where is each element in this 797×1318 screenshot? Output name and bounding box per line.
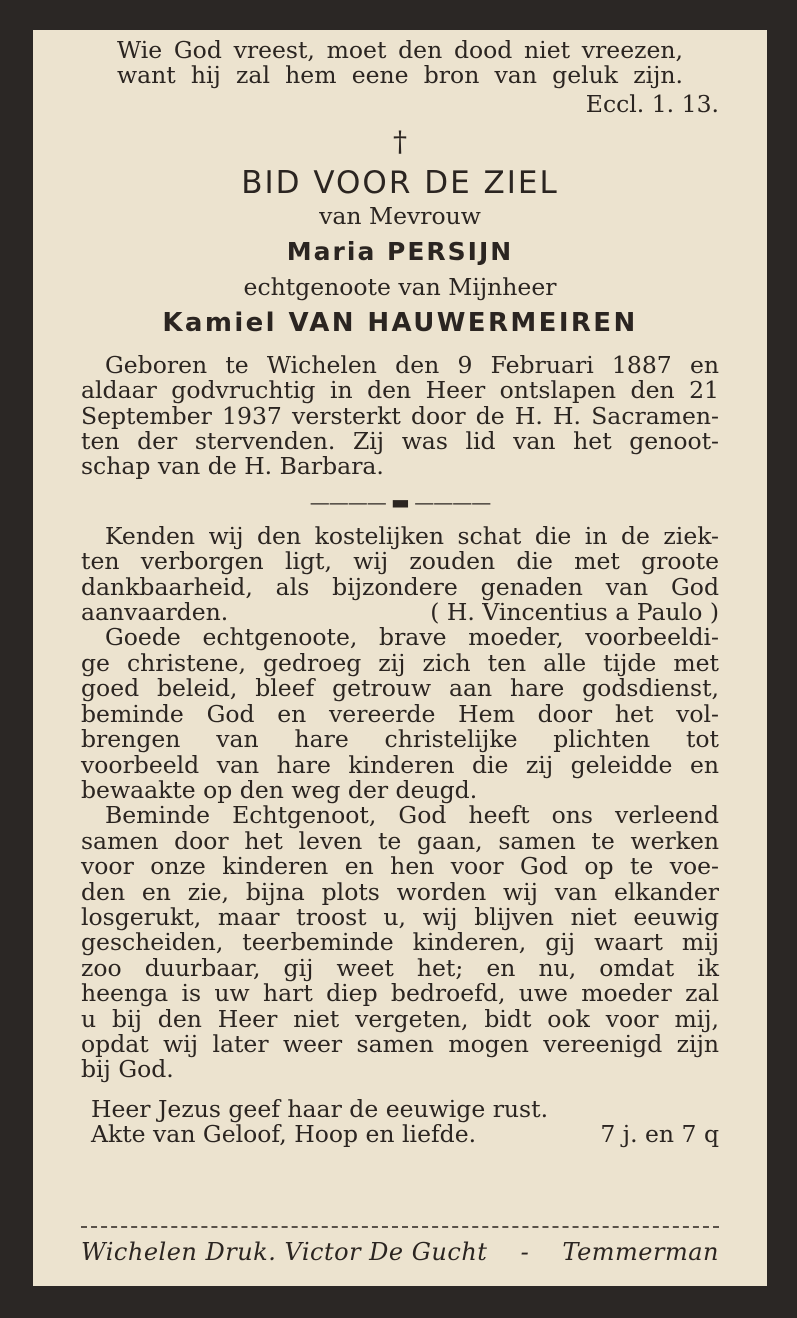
deceased-name: Maria PERSIJN	[286, 236, 514, 266]
motto-line: want hij zal hem eene bron van geluk zijn.	[117, 61, 683, 90]
farewell-line: Beminde Echtgenoot, God heeft ons verleend	[105, 801, 719, 830]
quote-line: Kenden wij den kostelijken schat die in de ziek-	[105, 521, 719, 550]
van-mevrouw: van Mevrouw	[319, 201, 481, 230]
farewell-line: samen door het leven te gaan, samen te werken	[81, 826, 719, 855]
farewell-line: voor onze kinderen en hen voor God op te voe-	[81, 852, 719, 881]
quote-line: ten verborgen ligt, wij zouden die met groote	[81, 547, 719, 576]
ornamental-divider: ———— ▬ ————	[309, 489, 491, 514]
farewell-line: zoo duurbaar, gij weet het; en nu, omdat ik	[81, 953, 719, 982]
acts-row	[81, 1122, 719, 1147]
printer-left: Wichelen Druk. Victor De Gucht	[81, 1238, 488, 1266]
farewell-line: opdat wij later weer samen mogen vereenigd zijn	[81, 1029, 719, 1058]
farewell-line: heenga is uw hart diep bedroefd, uwe moeder zal	[81, 979, 719, 1008]
tribute-line: brengen van hare christelijke plichten tot	[81, 725, 719, 754]
quote-last-line	[81, 600, 719, 625]
scripture-reference: Eccl. 1. 13.	[585, 89, 719, 118]
card-heading: BID VOOR DE ZIEL	[241, 164, 559, 201]
card-paper	[33, 30, 767, 1286]
biography	[81, 350, 719, 481]
farewell-line: den en zie, bijna plots worden wij van elkander	[81, 877, 719, 906]
bio-line: Geboren te Wichelen den 9 Februari 1887 en	[105, 350, 719, 379]
farewell-line: u bij den Heer niet vergeten, bidt ook voor mij,	[81, 1004, 719, 1033]
tribute	[81, 625, 719, 803]
printer-separator: -	[520, 1238, 530, 1266]
closing-prayer	[81, 1094, 719, 1149]
bio-line: aldaar godvruchtig in den Heer ontslapen den 21	[81, 376, 719, 405]
prayer-line: Heer Jezus geef haar de eeuwige rust.	[91, 1094, 549, 1123]
tribute-line: Goede echtgenoote, brave moeder, voorbeeldi-	[105, 623, 719, 652]
tribute-line: goed beleid, bleef getrouw aan hare godsdienst,	[81, 674, 719, 703]
farewell-line: gescheiden, teerbeminde kinderen, gij waart mij	[81, 928, 719, 957]
acts-line: Akte van Geloof, Hoop en liefde.	[91, 1120, 477, 1149]
cross-icon: †	[393, 124, 407, 158]
printer-imprint	[81, 1226, 719, 1266]
bio-line: September 1937 versterkt door de H. H. Sacramen-	[81, 401, 719, 430]
tribute-line: bewaakte op den weg der deugd.	[81, 775, 478, 804]
bio-line: schap van de H. Barbara.	[81, 452, 384, 481]
tribute-line: ge christene, gedroeg zij zich ten alle tijde met	[81, 648, 719, 677]
tribute-line: voorbeeld van hare kinderen die zij geleidde en	[81, 750, 719, 779]
spouse-name: Kamiel VAN HAUWERMEIREN	[162, 307, 638, 338]
farewell	[81, 803, 719, 1082]
bio-line: ten der stervenden. Zij was lid van het genoot-	[81, 427, 719, 456]
motto-line: Wie God vreest, moet den dood niet vreezen,	[117, 36, 683, 64]
farewell-line: bij God.	[81, 1055, 174, 1084]
farewell-line: losgerukt, maar troost u, wij blijven niet eeuwig	[81, 902, 719, 931]
quote-line: dankbaarheid, als bijzondere genaden van God	[81, 572, 719, 601]
spouse-intro: echtgenoote van Mijnheer	[243, 272, 557, 301]
quote-source: ( H. Vincentius a Paulo )	[430, 598, 719, 627]
quote	[81, 521, 719, 627]
indulgence: 7 j. en 7 q	[600, 1120, 719, 1149]
printer-right: Temmerman	[562, 1238, 719, 1266]
motto	[81, 38, 719, 89]
tribute-line: beminde God en vereerde Hem door het vol-	[81, 699, 719, 728]
quote-line: aanvaarden.	[81, 598, 229, 627]
